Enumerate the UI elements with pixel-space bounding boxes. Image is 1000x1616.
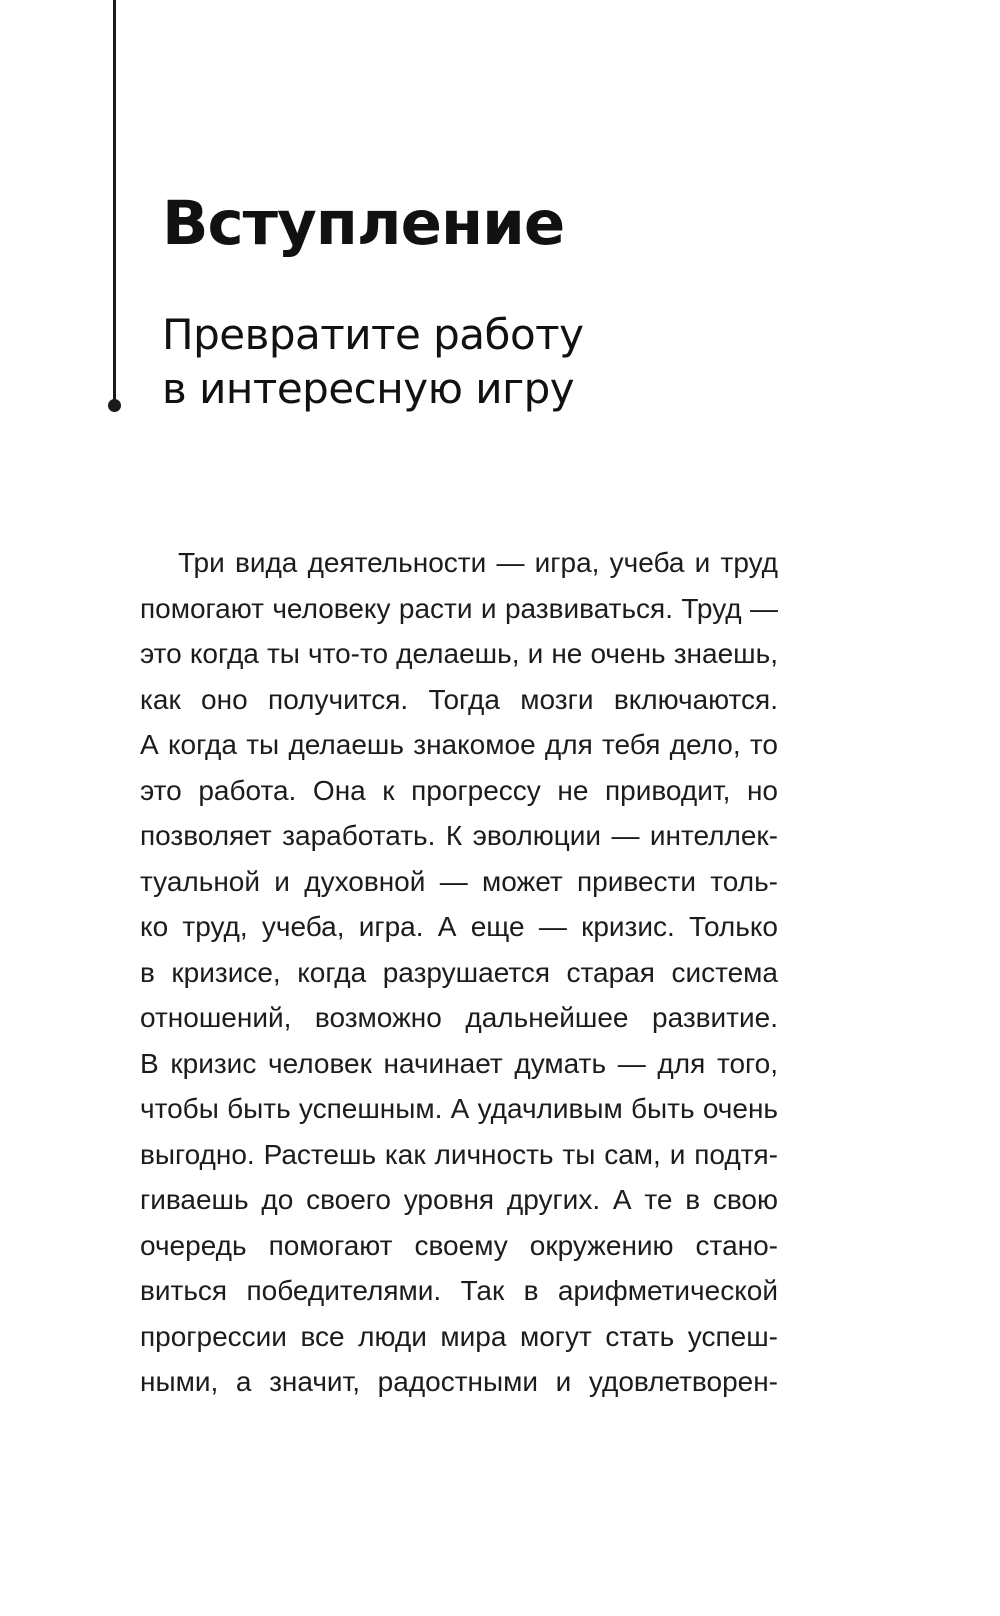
rule-end-dot (108, 399, 121, 412)
text-line: отношений, возможно дальнейшее развитие. (140, 1002, 778, 1033)
vertical-rule (113, 0, 116, 404)
text-line: очередь помогают своему окружению стано- (140, 1229, 778, 1261)
text-line: виться победителями. Так в арифметической (140, 1275, 778, 1306)
text-line: ными, а значит, радостными и удовлетворен- (140, 1366, 778, 1397)
text-line: это когда ты что-то делаешь, и не очень знаешь, (140, 638, 778, 669)
chapter-subtitle (162, 308, 583, 416)
text-line: гиваешь до своего уровня других. А те в свою (140, 1184, 778, 1215)
text-line: чтобы быть успешным. А удачливым быть очень (140, 1093, 778, 1124)
text-line: выгодно. Растешь как личность ты сам, и подтя- (140, 1138, 778, 1170)
text-line: туальной и духовной — может привести толь- (140, 865, 778, 897)
text-line: в кризисе, когда разрушается старая система (140, 956, 778, 988)
text-line: Три вида деятельности — игра, учеба и труд (178, 547, 778, 578)
text-line: это работа. Она к прогрессу не приводит, но (140, 774, 778, 806)
text-line: позволяет заработать. К эволюции — интеллек- (140, 820, 778, 851)
chapter-title: Вступление (162, 188, 565, 259)
text-line: как оно получится. Тогда мозги включаются. (140, 683, 778, 715)
text-line: А когда ты делаешь знакомое для тебя дело, то (140, 729, 778, 760)
subtitle-line: Превратите работу (162, 310, 584, 359)
text-line: ко труд, учеба, игра. А еще — кризис. Только (140, 911, 778, 942)
text-line: В кризис человек начинает думать — для того, (140, 1047, 778, 1079)
text-line: прогрессии все люди мира могут стать успеш- (140, 1320, 778, 1352)
text-line: помогают человеку расти и развиваться. Труд — (140, 592, 778, 624)
body-paragraph (140, 540, 778, 1405)
subtitle-line: в интересную игру (162, 364, 575, 413)
